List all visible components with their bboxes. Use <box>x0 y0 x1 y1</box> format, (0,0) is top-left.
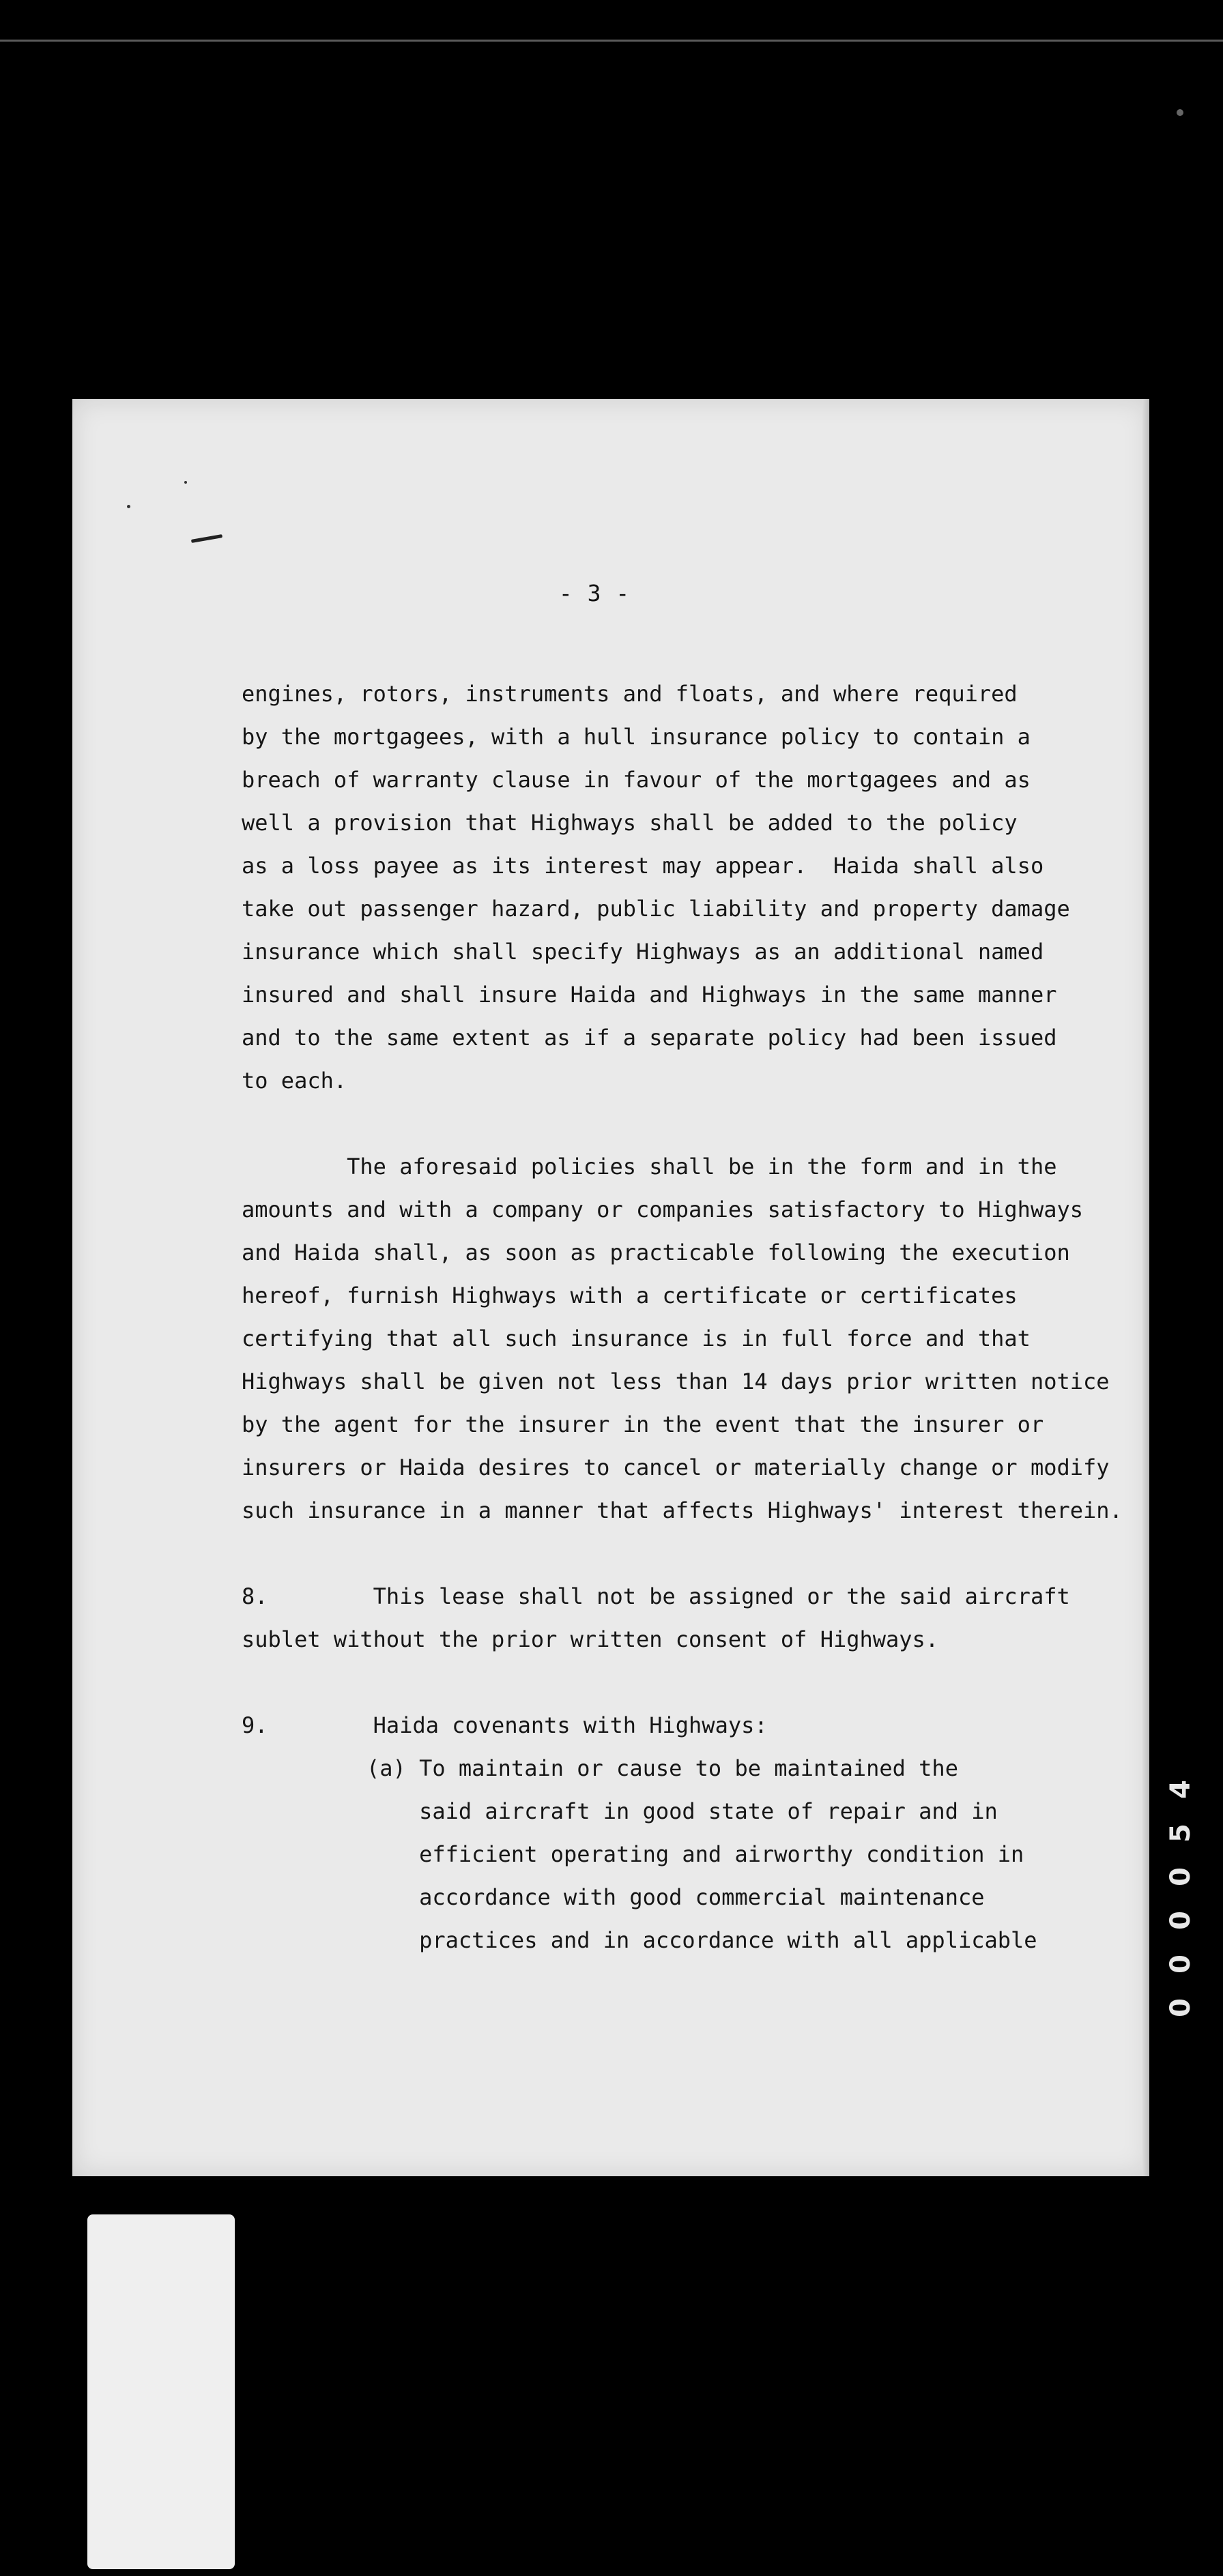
text-line: insurers or Haida desires to cancel or materially change or modify <box>242 1454 1110 1480</box>
text-line: The aforesaid policies shall be in the form and in the <box>242 1154 1057 1180</box>
film-edge <box>0 40 1223 42</box>
dust-speck <box>127 505 130 508</box>
text-line: and to the same extent as if a separate policy had been issued <box>242 1025 1057 1051</box>
frame-digit: 4 <box>1165 1780 1196 1799</box>
text-line: amounts and with a company or companies satisfactory to Highways <box>242 1197 1083 1223</box>
text-line: to each. <box>242 1068 347 1094</box>
text-line: (a) To maintain or cause to be maintained the <box>366 1755 958 1781</box>
text-line: insurance which shall specify Highways as an additional named <box>242 939 1044 965</box>
text-line: efficient operating and airworthy condition in <box>366 1841 1024 1867</box>
text-line: breach of warranty clause in favour of the mortgagees and as <box>242 767 1031 793</box>
text-line: take out passenger hazard, public liability and property damage <box>242 896 1070 922</box>
frame-digit: 0 <box>1165 1955 1196 1974</box>
frame-digit: 5 <box>1165 1824 1196 1843</box>
film-speck <box>1177 109 1183 116</box>
text-line: 8. This lease shall not be assigned or the said aircraft <box>242 1583 1070 1609</box>
frame-number <box>1160 1767 1196 2017</box>
frame-digit: 0 <box>1165 1998 1196 2017</box>
text-line: Highways shall be given not less than 14 days prior written notice <box>242 1368 1110 1394</box>
pen-mark <box>191 534 222 543</box>
text-line: certifying that all such insurance is in full force and that <box>242 1326 1031 1351</box>
frame-digit: 0 <box>1165 1911 1196 1930</box>
text-line: insured and shall insure Haida and Highways in the same manner <box>242 982 1057 1008</box>
dust-speck <box>184 481 187 484</box>
text-line: by the mortgagees, with a hull insurance policy to contain a <box>242 724 1031 750</box>
text-line: sublet without the prior written consent of Highways. <box>242 1626 939 1652</box>
film-leader-patch <box>87 2214 235 2569</box>
text-line: well a provision that Highways shall be added to the policy <box>242 810 1018 836</box>
text-line: hereof, furnish Highways with a certificate or certificates <box>242 1283 1018 1308</box>
document-page <box>72 399 1149 2176</box>
text-line: such insurance in a manner that affects Highways' interest therein. <box>242 1497 1123 1523</box>
text-line: as a loss payee as its interest may appear. Haida shall also <box>242 853 1044 879</box>
text-line: engines, rotors, instruments and floats, and where required <box>242 681 1018 707</box>
text-line: and Haida shall, as soon as practicable following the execution <box>242 1240 1070 1265</box>
frame-digit: 0 <box>1165 1867 1196 1886</box>
text-line: accordance with good commercial maintenance <box>366 1884 985 1910</box>
page-number: - 3 - <box>558 580 631 606</box>
clause-heading: 9. Haida covenants with Highways: <box>242 1712 768 1738</box>
text-line: by the agent for the insurer in the event that the insurer or <box>242 1411 1044 1437</box>
text-line: said aircraft in good state of repair and in <box>366 1798 998 1824</box>
text-line: practices and in accordance with all applicable <box>366 1927 1037 1953</box>
